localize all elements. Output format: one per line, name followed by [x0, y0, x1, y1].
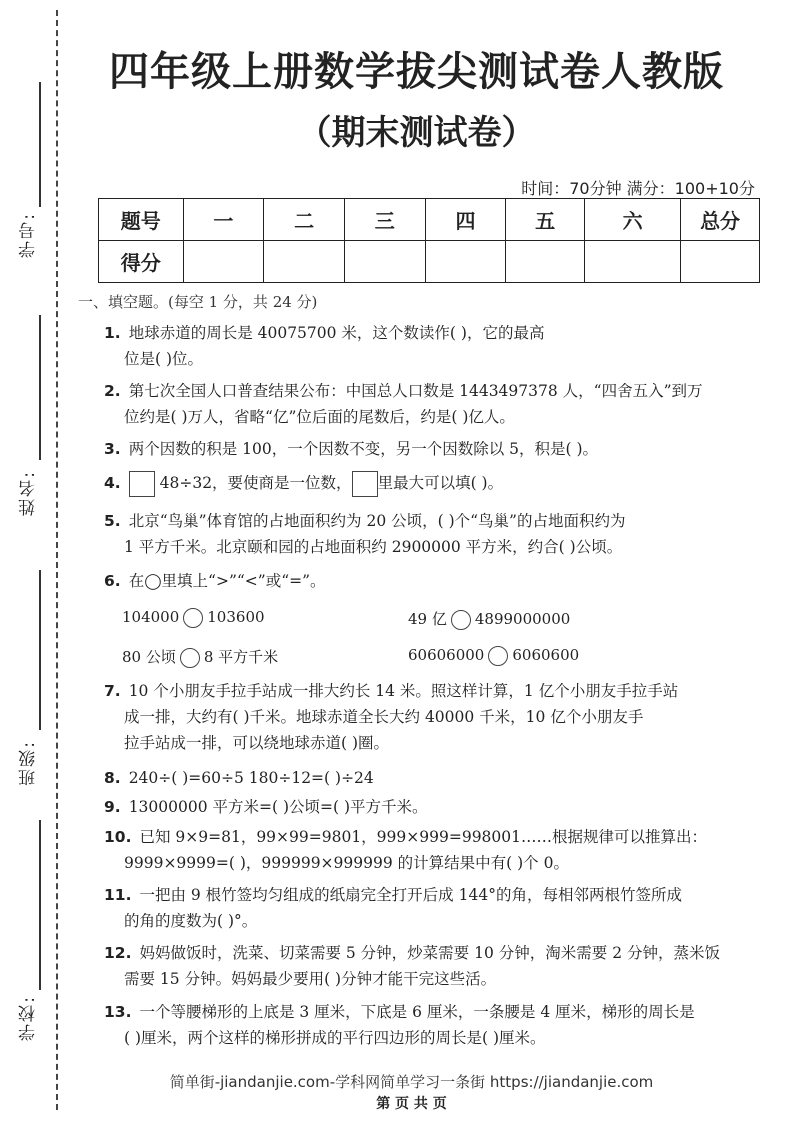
score-cell[interactable] [183, 241, 264, 283]
question-number: 5. [104, 512, 121, 530]
school-line [39, 820, 41, 990]
question-1 [104, 320, 749, 372]
question-6 [104, 568, 749, 594]
question-text: 在◯里填上“>”“<”或“=”。 [128, 572, 326, 590]
score-cell[interactable] [681, 241, 760, 283]
header-cell: 题号 [99, 199, 184, 241]
question-2 [104, 378, 749, 430]
score-cell[interactable] [264, 241, 345, 283]
question-number: 13. [104, 1003, 132, 1021]
score-table-score-row [99, 241, 760, 283]
compare-right: 6060600 [512, 646, 580, 664]
question-text: 1 平方千米。北京颐和园的占地面积约 2900000 平方米，约合( )公顷。 [124, 538, 623, 556]
question-number: 12. [104, 944, 132, 962]
row-label: 得分 [99, 241, 184, 283]
question-text: 的角的度数为( )°。 [124, 912, 258, 930]
header-cell: 一 [183, 199, 264, 241]
cut-line [56, 10, 58, 1110]
question-number: 1. [104, 324, 121, 342]
score-cell[interactable] [344, 241, 425, 283]
question-text: 48÷32，要使商是一位数， [159, 474, 352, 492]
school-label: 学校: [19, 995, 39, 1041]
question-number: 3. [104, 440, 121, 458]
student-id-label: 学号: [19, 212, 39, 258]
question-number: 2. [104, 382, 121, 400]
class-label: 班级: [19, 740, 39, 786]
question-8 [104, 765, 749, 791]
question-text: 妈妈做饭时，洗菜、切菜需要 5 分钟，炒菜需要 10 分钟，淘米需要 2 分钟，蒸米饭 [139, 944, 720, 962]
header-cell: 五 [506, 199, 585, 241]
score-table [98, 198, 760, 283]
question-number: 7. [104, 682, 121, 700]
question-text: 两个因数的积是 100，一个因数不变，另一个因数除以 5，积是( )。 [128, 440, 599, 458]
question-text: 一个等腰梯形的上底是 3 厘米，下底是 6 厘米，一条腰是 4 厘米，梯形的周长是 [139, 1003, 695, 1021]
question-text: 已知 9×9=81，99×99=9801，999×999=998001……根据规律可以推算出： [139, 828, 707, 846]
question-text: 一把由 9 根竹签均匀组成的纸扇完全打开后成 144°的角，每相邻两根竹签所成 [139, 886, 682, 904]
compare-left: 104000 [122, 608, 180, 626]
page-title: 四年级上册数学拔尖测试卷人教版 [109, 49, 724, 95]
question-number: 4. [104, 474, 121, 492]
blank-box[interactable] [129, 471, 155, 497]
score-cell[interactable] [585, 241, 681, 283]
score-cell[interactable] [506, 241, 585, 283]
question-10 [104, 824, 749, 876]
compare-left: 80 公顷 [122, 648, 176, 666]
question-number: 6. [104, 572, 121, 590]
question-text: 10 个小朋友手拉手站成一排大约长 14 米。照这样计算，1 亿个小朋友手拉手站 [128, 682, 679, 700]
question-text: 北京“鸟巢”体育馆的占地面积约为 20 公顷，( )个“鸟巢”的占地面积约为 [128, 512, 626, 530]
question-13 [104, 999, 749, 1051]
question-text: 第七次全国人口普查结果公布：中国总人口数是 1443497378 人，“四舍五入”到万 [128, 382, 703, 400]
question-text: 13000000 平方米=( )公顷=( )平方千米。 [128, 798, 428, 816]
question-text: 240÷( )=60÷5 180÷12=( )÷24 [128, 769, 374, 787]
question-text: ( )厘米，两个这样的梯形拼成的平行四边形的周长是( )厘米。 [124, 1029, 546, 1047]
compare-circle[interactable] [180, 648, 200, 668]
question-text: 拉手站成一排，可以绕地球赤道( )圈。 [124, 734, 390, 752]
header-cell: 六 [585, 199, 681, 241]
compare-item [408, 646, 579, 666]
header-cell: 二 [264, 199, 345, 241]
question-number: 8. [104, 769, 121, 787]
score-cell[interactable] [425, 241, 506, 283]
compare-circle[interactable] [451, 610, 471, 630]
source-watermark: 简单街-jiandanjie.com-学科网简单学习一条街 https://jiandanjie.com [169, 1073, 654, 1091]
section-heading: 一、填空题。(每空 1 分，共 24 分) [78, 293, 318, 311]
binding-margin [0, 0, 70, 1122]
compare-item [122, 646, 278, 668]
header-cell: 总分 [681, 199, 760, 241]
header-cell: 三 [344, 199, 425, 241]
compare-circle[interactable] [183, 608, 203, 628]
question-7 [104, 678, 749, 756]
question-9 [104, 794, 749, 820]
question-text: 地球赤道的周长是 40075700 米，这个数读作( )，它的最高 [128, 324, 545, 342]
question-number: 10. [104, 828, 132, 846]
compare-left: 49 亿 [408, 610, 447, 628]
question-text: 位约是( )万人，省略“亿”位后面的尾数后，约是( )亿人。 [124, 408, 515, 426]
score-table-header-row [99, 199, 760, 241]
blank-box[interactable] [352, 471, 378, 497]
question-text: 9999×9999=( )，999999×999999 的计算结果中有( )个 0。 [124, 854, 569, 872]
question-3 [104, 436, 749, 462]
question-11 [104, 882, 749, 934]
question-number: 9. [104, 798, 121, 816]
question-text: 位是( )位。 [124, 350, 204, 368]
question-4 [104, 470, 749, 497]
compare-item [408, 608, 570, 630]
question-text: 需要 15 分钟。妈妈最少要用( )分钟才能干完这些活。 [124, 970, 497, 988]
compare-right: 8 平方千米 [203, 648, 279, 666]
name-line [39, 315, 41, 460]
compare-left: 60606000 [408, 646, 485, 664]
question-number: 11. [104, 886, 132, 904]
compare-right: 103600 [207, 608, 265, 626]
compare-circle[interactable] [488, 646, 508, 666]
page-counter: 第 页 共 页 [376, 1096, 447, 1112]
question-text: 里最大可以填( )。 [377, 474, 504, 492]
question-12 [104, 940, 749, 992]
question-5 [104, 508, 749, 560]
page-subtitle: （期末测试卷） [297, 113, 536, 153]
compare-item [122, 608, 265, 628]
header-cell: 四 [425, 199, 506, 241]
compare-right: 4899000000 [474, 610, 571, 628]
class-line [39, 570, 41, 730]
exam-meta: 时间：70分钟 满分：100+10分 [521, 179, 755, 198]
question-text: 成一排，大约有( )千米。地球赤道全长大约 40000 千米，10 亿个小朋友手 [124, 708, 644, 726]
name-label: 姓名: [19, 470, 39, 516]
